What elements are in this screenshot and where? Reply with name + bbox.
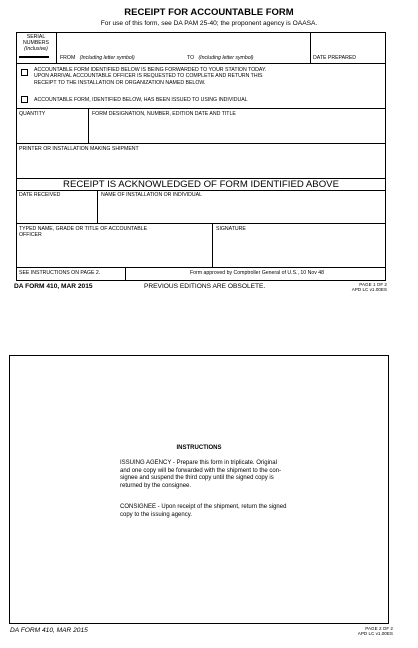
date-received-field[interactable]: DATE RECEIVED	[19, 192, 61, 198]
designation-field[interactable]: FORM DESIGNATION, NUMBER, EDITION DATE AND TITLE	[92, 111, 236, 117]
form-id-footer-page2: DA FORM 410, MAR 2015	[10, 627, 88, 634]
page-number: PAGE 1 OF 2 APD LC v1.00ES	[351, 282, 387, 293]
approval-note: Form approved by Comptroller General of U.S., 10 Nov 48	[189, 270, 325, 276]
forwarded-checkbox[interactable]	[21, 69, 28, 76]
signature-field[interactable]: SIGNATURE	[216, 226, 246, 232]
installation-field[interactable]: NAME OF INSTALLATION OR INDIVIDUAL	[101, 192, 202, 198]
form-title: RECEIPT FOR ACCOUNTABLE FORM	[124, 7, 294, 18]
receipt-heading: RECEIPT IS ACKNOWLEDGED OF FORM IDENTIFIED ABOVE	[63, 179, 339, 190]
obsolete-note: PREVIOUS EDITIONS ARE OBSOLETE.	[144, 283, 266, 290]
typed-name-field[interactable]: TYPED NAME, GRADE OR TITLE OF ACCOUNTABLE OFFICER	[19, 226, 148, 238]
forwarded-checkbox-label: ACCOUNTABLE FORM IDENTIFIED BELOW IS BEING FORWARDED TO YOUR STATION TODAY. UPON ARRIVAL ACCOUNTABLE OFFICER IS REQUESTED TO COMPLETE AND RETURN THIS RECEIPT TO THE INSTALLATION OR ORGANIZATION NAMED BELOW.	[34, 67, 267, 86]
issued-checkbox-label: ACCOUNTABLE FORM, IDENTIFIED BELOW, HAS BEEN ISSUED TO USING INDIVIDUAL	[34, 97, 248, 103]
from-field[interactable]: FROM (Including letter symbol)	[60, 55, 135, 61]
see-instructions-note: SEE INSTRUCTIONS ON PAGE 2.	[19, 270, 101, 276]
to-field[interactable]: TO (Including letter symbol)	[187, 55, 254, 61]
printer-field[interactable]: PRINTER OR INSTALLATION MAKING SHIPMENT	[19, 146, 139, 152]
form-subtitle: For use of this form, see DA PAM 25-40; the proponent agency is OAASA.	[100, 20, 318, 27]
instructions-heading: INSTRUCTIONS	[176, 445, 222, 451]
instructions-consignee: CONSIGNEE - Upon receipt of the shipment, return the signed copy to the issuing agency.	[120, 504, 287, 518]
page-number-page2: PAGE 2 OF 2 APD LC v1.00ES	[357, 626, 393, 637]
date-prepared-field[interactable]: DATE PREPARED	[313, 55, 357, 61]
quantity-field[interactable]: QUANTITY	[19, 111, 46, 117]
issued-checkbox[interactable]	[21, 96, 28, 103]
form-id-footer: DA FORM 410, MAR 2015	[14, 283, 93, 290]
instructions-issuing-agency: ISSUING AGENCY - Prepare this form in triplicate. Original and one copy will be forwarded with the shipment to the con- signee and suspend the third copy until the signed copy is returned by the consignee.	[120, 460, 282, 489]
serial-label: SERIAL NUMBERS (Inclusive)	[23, 34, 49, 52]
serial-underline	[19, 56, 49, 58]
